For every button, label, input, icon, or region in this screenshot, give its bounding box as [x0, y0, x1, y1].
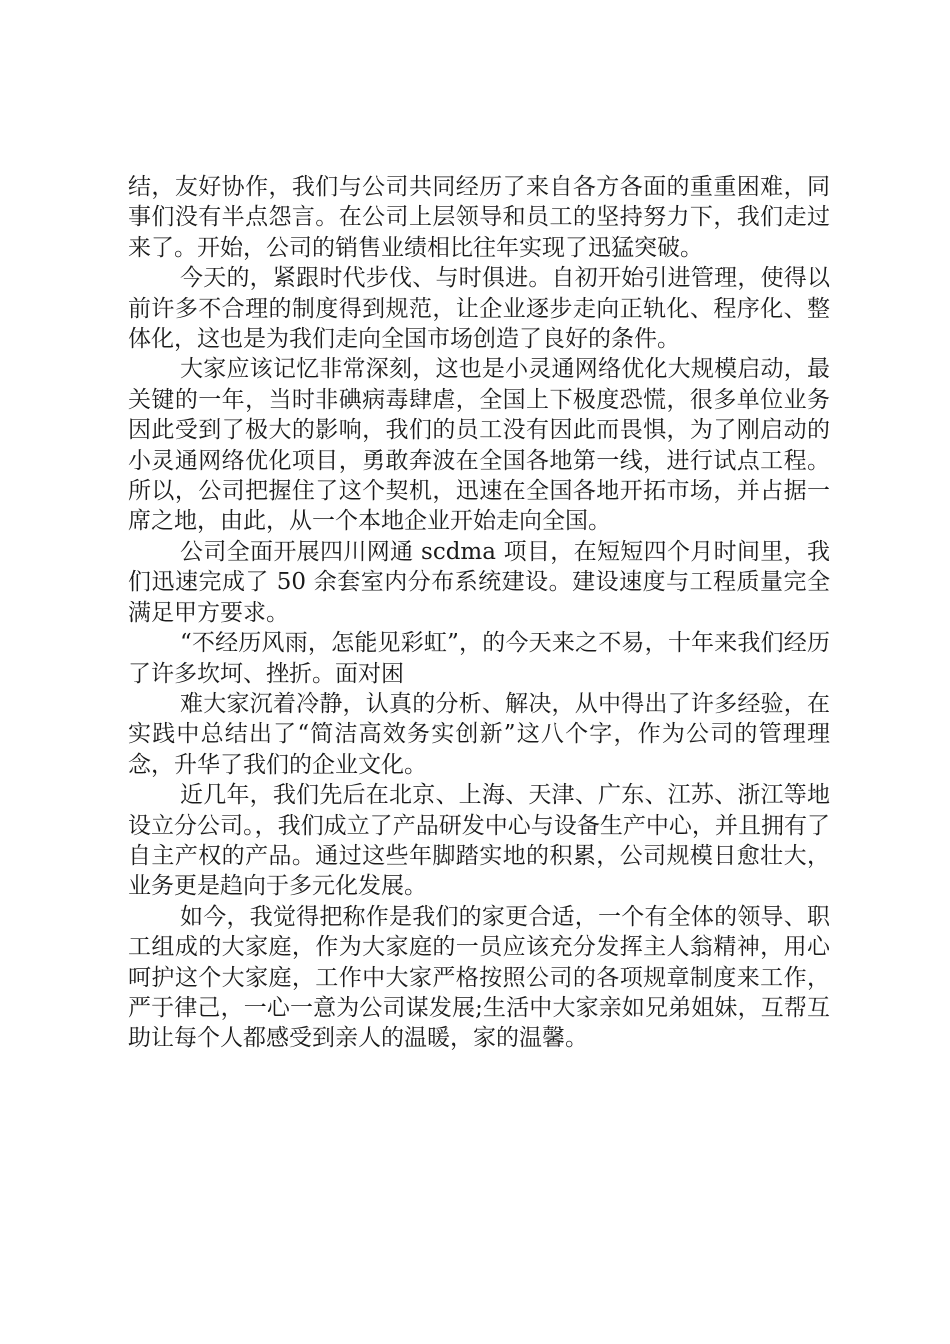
- paragraph-5: “不经历风雨，怎能见彩虹”，的今天来之不易，十年来我们经历了许多坎坷、挫折。面对困: [128, 630, 830, 687]
- paragraph-2: 今天的，紧跟时代步伐、与时俱进。自初开始引进管理，使得以前许多不合理的制度得到规范，让企业逐步走向正轨化、程序化、整体化，这也是为我们走向全国市场创造了良好的条件。: [128, 265, 830, 353]
- paragraph-4: 公司全面开展四川网通 scdma 项目，在短短四个月时间里，我们迅速完成了 50 余套室内分布系统建设。建设速度与工程质量完全满足甲方要求。: [128, 538, 830, 626]
- paragraph-3: 大家应该记忆非常深刻，这也是小灵通网络优化大规模启动，最关键的一年，当时非碘病毒肆虐，全国上下极度恐慌，很多单位业务因此受到了极大的影响，我们的员工没有因此而畏惧，为了刚启动的小灵通网络优化项目，勇敢奔波在全国各地第一线，进行试点工程。所以，公司把握住了这个契机，迅速在全国各地开拓市场，并占据一席之地，由此，从一个本地企业开始走向全国。: [128, 356, 830, 535]
- paragraph-8: 如今，我觉得把称作是我们的家更合适，一个有全体的领导、职工组成的大家庭，作为大家庭的一员应该充分发挥主人翁精神，用心呵护这个大家庭，工作中大家严格按照公司的各项规章制度来工作，严于律己，一心一意为公司谋发展;生活中大家亲如兄弟姐妹，互帮互助让每个人都感受到亲人的温暖，家的温馨。: [128, 903, 830, 1052]
- document-body: [128, 172, 830, 1054]
- paragraph-7: 近几年，我们先后在北京、上海、天津、广东、江苏、浙江等地设立分公司。，我们成立了产品研发中心与设备生产中心，并且拥有了自主产权的产品。通过这些年脚踏实地的积累，公司规模日愈壮大，业务更是趋向于多元化发展。: [128, 782, 830, 900]
- paragraph-1: 结，友好协作，我们与公司共同经历了来自各方各面的重重困难，同事们没有半点怨言。在公司上层领导和员工的坚持努力下，我们走过来了。开始，公司的销售业绩相比往年实现了迅猛突破。: [128, 174, 830, 261]
- paragraph-6: 难大家沉着冷静，认真的分析、解决，从中得出了许多经验，在实践中总结出了“简洁高效务实创新”这八个字，作为公司的管理理念，升华了我们的企业文化。: [128, 690, 830, 778]
